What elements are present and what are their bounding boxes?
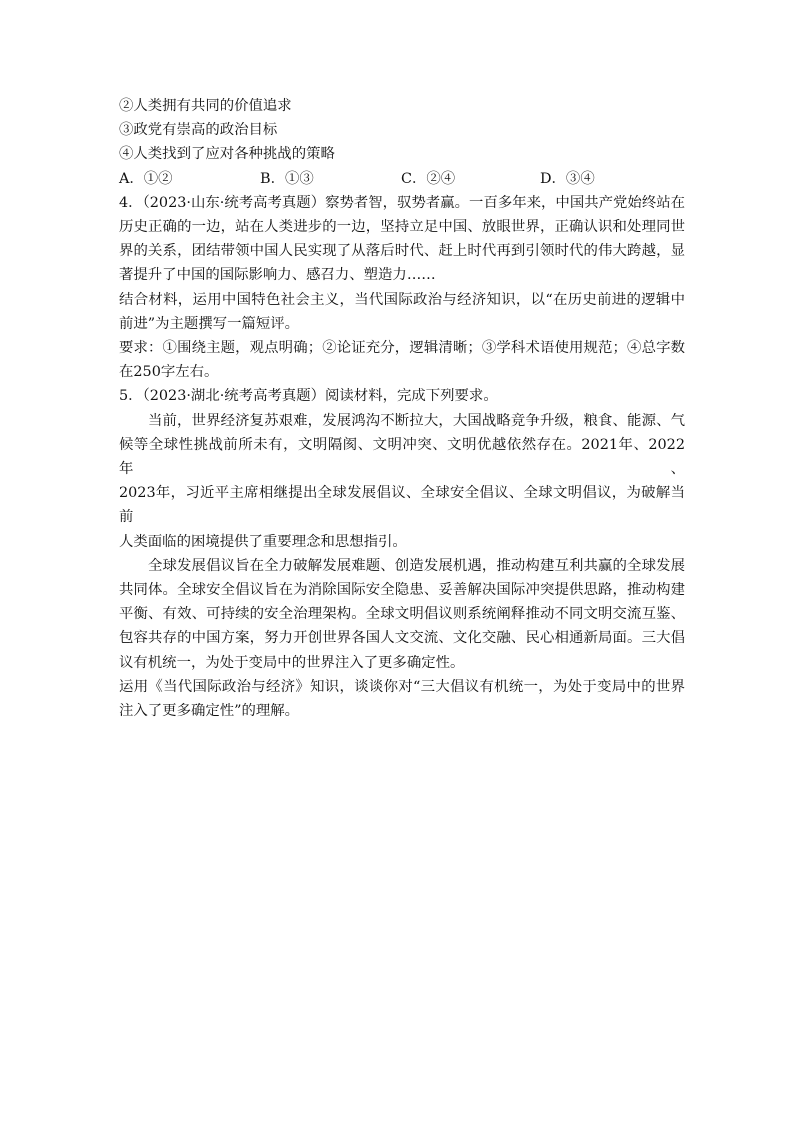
q4-stem-line-2: 历史正确的一边，站在人类进步的一边，坚持立足中国、放眼世界，正确认识和处理同世: [119, 219, 685, 236]
q3-option-d: D．③④: [540, 170, 595, 187]
q3-option-a: A．①②: [119, 170, 173, 187]
q3-option-c: C．②④: [401, 170, 456, 187]
q3-statement-2: ②人类拥有共同的价值追求: [119, 98, 292, 114]
q3-option-b: B．①③: [260, 170, 314, 187]
q3-statement-3: ③政党有崇高的政治目标: [119, 122, 278, 139]
q4-task-line-1: 结合材料，运用中国特色社会主义，当代国际政治与经济知识，以“在历史前进的逻辑中: [119, 291, 685, 308]
q5-header: 5．（2023·湖北·统考高考真题）阅读材料，完成下列要求。: [119, 388, 498, 405]
q5-para1-line-2: 候等全球性挑战前所未有，文明隔阂、文明冲突、文明优越依然存在。2021年、2022年、: [119, 436, 685, 478]
q5-para2-line-3: 平衡、有效、可持续的安全治理架构。全球文明倡议则系统阐释推动不同文明交流互鉴、: [119, 606, 685, 623]
q5-para1-line-3: 2023年，习近平主席相继提出全球发展倡议、全球安全倡议、全球文明倡议，为破解当前: [119, 485, 685, 526]
q5-para2-line-5: 议有机统一，为处于变局中的世界注入了更多确定性。: [119, 654, 465, 671]
q5-task-line-1: 运用《当代国际政治与经济》知识，谈谈你对“三大倡议有机统一，为处于变局中的世界: [119, 678, 685, 695]
q4-task-line-2: 前进”为主题撰写一篇短评。: [119, 315, 300, 332]
q4-stem-line-4: 著提升了中国的国际影响力、感召力、塑造力……: [119, 267, 436, 284]
q4-stem-line-3: 界的关系，团结带领中国人民实现了从落后时代、赶上时代再到引领时代的伟大跨越，显: [119, 243, 685, 260]
q5-para1-line-1: 当前，世界经济复苏艰难，发展鸿沟不断拉大，大国战略竞争升级，粮食、能源、气: [148, 412, 685, 429]
q4-requirement-line-2: 在250字左右。: [119, 364, 219, 381]
q3-options: [119, 167, 685, 191]
document-content: [119, 94, 685, 723]
q5-para1-line-4: 人类面临的困境提供了重要理念和思想指引。: [119, 533, 407, 550]
q4-stem-line-1: 4．（2023·山东·统考高考真题）察势者智，驭势者赢。一百多年来，中国共产党始终站在: [119, 194, 685, 211]
q5-para2-line-1: 全球发展倡议旨在全力破解发展难题、创造发展机遇，推动构建互利共赢的全球发展: [148, 557, 685, 574]
q3-statement-4: ④人类找到了应对各种挑战的策略: [119, 146, 335, 163]
q5-task-line-2: 注入了更多确定性”的理解。: [119, 703, 300, 720]
q5-para2-line-4: 包容共存的中国方案，努力开创世界各国人文交流、文化交融、民心相通新局面。三大倡: [119, 630, 685, 647]
q5-para2-line-2: 共同体。全球安全倡议旨在为消除国际安全隐患、妥善解决国际冲突提供思路，推动构建: [119, 582, 685, 599]
q4-requirement-line-1: 要求：①围绕主题，观点明确；②论证充分，逻辑清晰；③学科术语使用规范；④总字数: [119, 340, 685, 357]
